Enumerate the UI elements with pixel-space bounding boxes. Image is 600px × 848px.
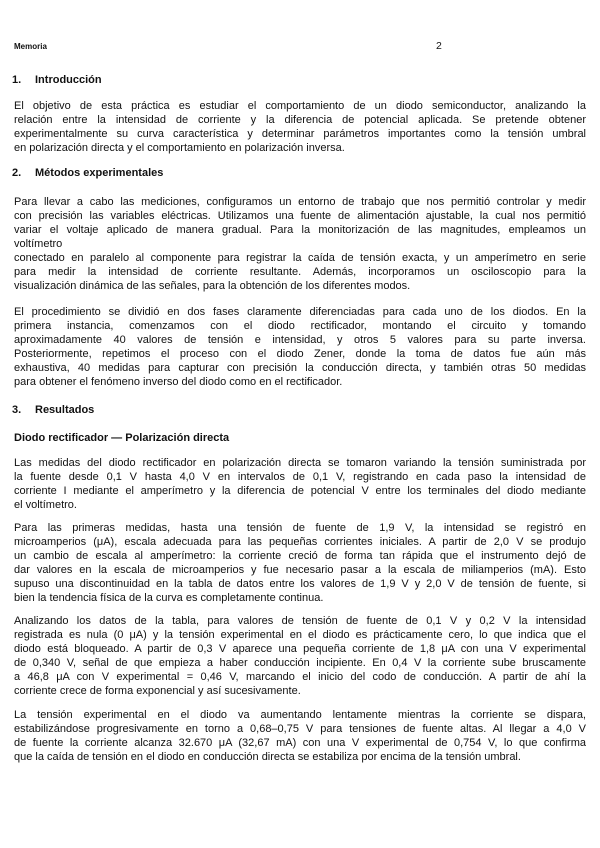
text-line: diodo está bloqueado. A partir de 0,3 V aparece una pequeña corriente de 1,8 μA con una V experimental [14,643,586,655]
text-line: un cambio de escala al amperímetro: la corriente creció de forma tan rápida que el instrumento dejó de [14,550,586,562]
text-line: estabilizándose progresivamente en torno a 0,68–0,75 V para tensiones de fuente altas. Al llegar a 4,0 V [14,723,586,735]
text-line: con precisión las variables eléctricas. Utilizamos una fuente de alimentación ajustable, la cual nos permitió [14,210,586,222]
text-line: Analizando los datos de la tabla, para valores de tensión de fuente de 0,1 V y 0,2 V la intensidad [14,615,586,627]
section-number: 3. [12,404,22,416]
section-heading-introduccion [12,73,102,87]
section-heading-metodos [12,166,163,180]
text-line: variar el voltaje aplicado de manera gradual. Para la monitorización de las magnitudes, empleamos un [14,224,586,236]
text-line: La tensión experimental en el diodo va aumentando lentamente mientras la corriente se dispara, [14,709,586,721]
section-number: 1. [12,74,22,86]
paragraph-resultados-4 [14,708,586,764]
paragraph-resultados-3 [14,614,586,698]
section-number: 2. [12,167,22,179]
section-title: Resultados [35,404,95,416]
text-line: Para las primeras medidas, hasta una tensión de fuente de 1,9 V, la intensidad se registró en [14,522,586,534]
text-line: que la caída de tensión en el diodo en conducción directa se estabiliza por encima de la tensión umbral. [14,751,521,763]
paragraph-intro [14,99,586,155]
text-line: para obtener el fenómeno inverso del diodo como en el rectificador. [14,376,343,388]
subsection-heading: Diodo rectificador — Polarización directa [14,432,230,444]
text-line: voltímetro [14,238,63,250]
paragraph-resultados-1 [14,456,586,512]
text-line: exhaustiva, 40 medidas para capturar con precisión la conducción directa, y también otras 50 medidas [14,362,586,374]
text-line: a 46,8 μA con V experimental = 0,46 V, marcando el inicio del codo de conducción. A partir de ahí la [14,671,586,683]
running-header-title: Memoria [14,42,47,51]
text-line: experimentalmente su curva característica y determinar parámetros importantes como la tensión umbral [14,128,586,140]
text-line: en polarización directa y el comportamiento en polarización inversa. [14,142,345,154]
text-line: aproximadamente 40 valores de tensión e intensidad, y otros 5 valores para su parte inversa. [14,334,586,346]
text-line: el voltímetro. [14,499,77,511]
text-line: El objetivo de esta práctica es estudiar el comportamiento de un diodo semiconductor, analizando la [14,100,586,112]
section-heading-resultados [12,403,94,417]
text-line: conectado en paralelo al componente para registrar la caída de tensión exacta, y un amperímetro en serie [14,252,586,264]
paragraph-metodos-2 [14,305,586,389]
text-line: Para llevar a cabo las mediciones, configuramos un entorno de trabajo que nos permitió controlar y medir [14,196,586,208]
text-line: supuso una discontinuidad en la tabla de datos entre los valores de 1,9 V y 2,0 V de tensión de fuente, si [14,578,586,590]
text-line: bien la tendencia física de la curva es completamente continua. [14,592,324,604]
text-line: corriente crece de forma exponencial y así sucesivamente. [14,685,301,697]
text-line: registrada es nula (0 μA) y la tensión experimental en el diodo es prácticamente cero, lo que indica que el [14,629,586,641]
text-line: relación entre la intensidad de corriente y la diferencia de potencial aplicada. Se pretende obtener [14,114,586,126]
text-line: de fuente la corriente alcanza 32.670 μA (32,67 mA) con una V experimental de 0,754 V, lo que confirma [14,737,586,749]
text-line: Posteriormente, repetimos el proceso con el diodo Zener, donde la toma de datos fue aún más [14,348,586,360]
text-line: microamperios (μA), escala adecuada para las pequeñas corrientes iniciales. A partir de 2,0 V se produjo [14,536,586,548]
text-line: la fuente desde 0,1 V hasta 4,0 V en intervalos de 0,1 V, registrando en cada paso la intensidad de [14,471,586,483]
text-line: El procedimiento se dividió en dos fases claramente diferenciadas para cada uno de los diodos. En la [14,306,586,318]
page-number: 2 [436,40,442,52]
text-line: dar valores en la escala de microamperios y fue necesario pasar a la escala de miliamperios (mA). Esto [14,564,586,576]
section-title: Métodos experimentales [35,167,164,179]
text-line: Las medidas del diodo rectificador en polarización directa se tomaron variando la tensión suministrada por [14,457,586,469]
text-line: de 0,340 V, señal de que empieza a haber conducción incipiente. En 0,4 V la corriente sube bruscamente [14,657,586,669]
paragraph-metodos-1 [14,195,586,293]
text-line: primera instancia, comenzamos con el diodo rectificador, montando el circuito y tomando [14,320,586,332]
text-line: visualización dinámica de las señales, para la obtención de los diferentes modos. [14,280,411,292]
text-line: corriente I mediante el amperímetro y la diferencia de potencial V entre los terminales del diodo mediante [14,485,586,497]
paragraph-resultados-2 [14,521,586,605]
text-line: para medir la intensidad de corriente resultante. Además, incorporamos un osciloscopio para la [14,266,586,278]
section-title: Introducción [35,74,102,86]
